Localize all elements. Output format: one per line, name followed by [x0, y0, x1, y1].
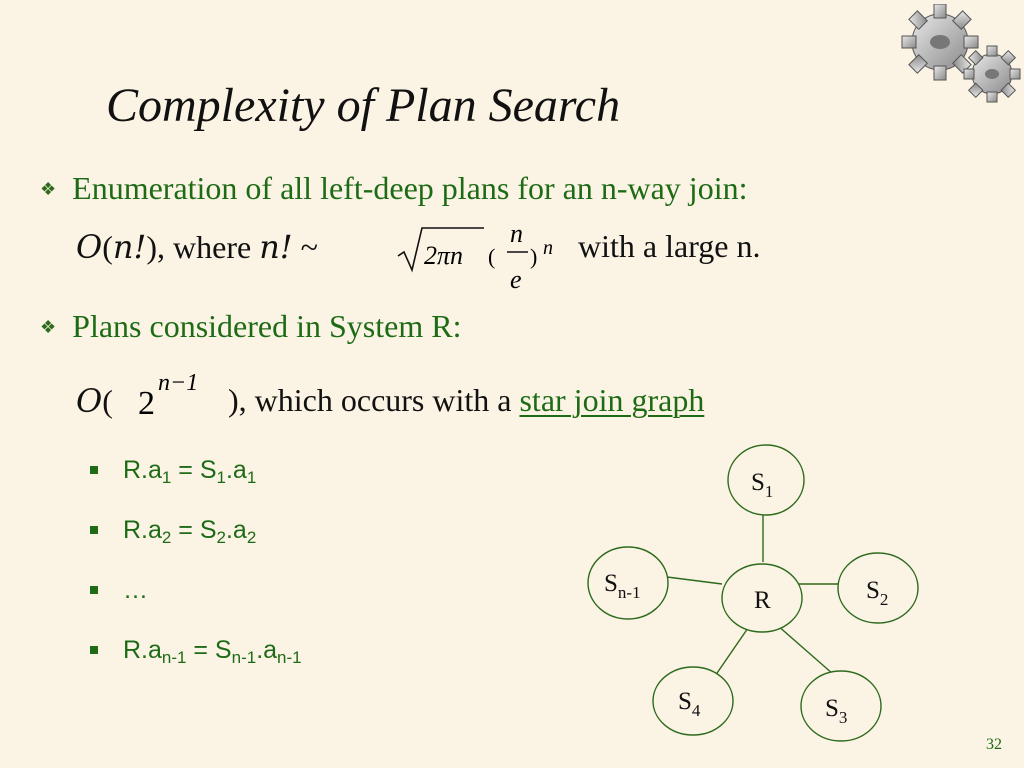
gears-icon	[888, 4, 1022, 104]
node-r-label: R	[754, 587, 771, 614]
star-join-graph	[570, 436, 930, 746]
eq-rhs-sub: 2	[216, 528, 226, 548]
node-s1-label: $S_1$	[751, 469, 774, 501]
eq-attr: .a	[225, 516, 247, 544]
eq-attr-sub: 1	[246, 468, 257, 488]
eq-rhs: = S	[171, 456, 217, 484]
eq-lhs: R.a	[122, 456, 162, 484]
n-factorial: n!	[112, 228, 147, 266]
eq-rhs-sub: n-1	[231, 648, 257, 668]
sub-bullet-3	[90, 576, 148, 605]
slide-title: Complexity of Plan Search	[106, 79, 621, 132]
equation-4	[122, 636, 302, 668]
node-s3	[801, 671, 881, 741]
n-factorial-2: n!	[259, 228, 293, 266]
paren-open: (	[102, 229, 113, 265]
node-s4-label: $S_4$	[678, 688, 701, 720]
eq-rhs-sub: 1	[216, 468, 226, 488]
bullet-1-suffix: with a large n.	[578, 228, 761, 264]
sub-bullet-2	[90, 516, 257, 548]
star-join-graph-link[interactable]: star join graph	[519, 382, 705, 418]
ellipsis: …	[122, 576, 148, 604]
eq-lhs-sub: 1	[161, 468, 172, 488]
fraction-denominator: e	[510, 265, 522, 294]
stirling-formula	[396, 222, 576, 294]
bullet-2-line-2	[76, 382, 113, 420]
where-text: ), where	[146, 229, 260, 265]
tilde-symbol: ~	[292, 229, 318, 265]
paren-open: (	[102, 383, 113, 419]
node-s3-label: $S_3$	[825, 695, 848, 727]
eq-lhs-sub: 2	[161, 528, 172, 548]
big-o-symbol: O	[76, 228, 103, 266]
square-bullet-icon	[90, 466, 98, 474]
square-bullet-icon	[90, 586, 98, 594]
bullet-1-text: Enumeration of all left-deep plans for an n-way join:	[72, 170, 748, 206]
sqrt-argument: 2πn	[424, 241, 464, 270]
eq-rhs: = S	[186, 636, 232, 664]
edge-r-sn1	[667, 577, 722, 584]
formula-paren-close: )	[530, 244, 538, 269]
bullet-2	[40, 308, 461, 345]
eq-lhs: R.a	[122, 516, 162, 544]
equation-2	[122, 516, 257, 548]
bullet-2-middle-text: ), which occurs with a	[228, 382, 520, 418]
node-s2-label: $S_2$	[866, 577, 889, 609]
power-formula	[136, 364, 226, 424]
square-bullet-icon	[90, 526, 98, 534]
eq-attr: .a	[225, 456, 247, 484]
eq-lhs: R.a	[122, 636, 162, 664]
eq-lhs-sub: n-1	[161, 648, 187, 668]
page-number: 32	[986, 736, 1002, 753]
bullet-2-tail	[228, 382, 704, 419]
eq-attr-sub: n-1	[277, 648, 302, 668]
eq-attr-sub: 2	[246, 528, 257, 548]
eq-attr: .a	[256, 636, 278, 664]
fraction-numerator: n	[510, 222, 523, 248]
formula-exponent: n	[543, 237, 553, 259]
big-o-symbol: O	[76, 382, 103, 420]
bullet-1-line-2	[76, 228, 318, 266]
sub-bullet-1	[90, 456, 257, 488]
diamond-bullet-icon: ❖	[40, 179, 57, 199]
equation-1	[122, 456, 257, 488]
diamond-bullet-icon: ❖	[40, 317, 57, 337]
power-base: 2	[138, 385, 155, 422]
eq-rhs: = S	[171, 516, 217, 544]
edge-r-s4	[715, 628, 748, 676]
bullet-2-text: Plans considered in System R:	[72, 308, 462, 344]
bullet-1	[40, 170, 747, 207]
node-sn1-label: $S_{n-1}$	[604, 570, 641, 602]
formula-paren-open: (	[488, 244, 496, 269]
edge-r-s3	[777, 625, 833, 674]
sub-bullet-4	[90, 636, 302, 668]
node-s1	[728, 445, 804, 515]
power-exponent: n−1	[158, 370, 199, 396]
square-bullet-icon	[90, 646, 98, 654]
